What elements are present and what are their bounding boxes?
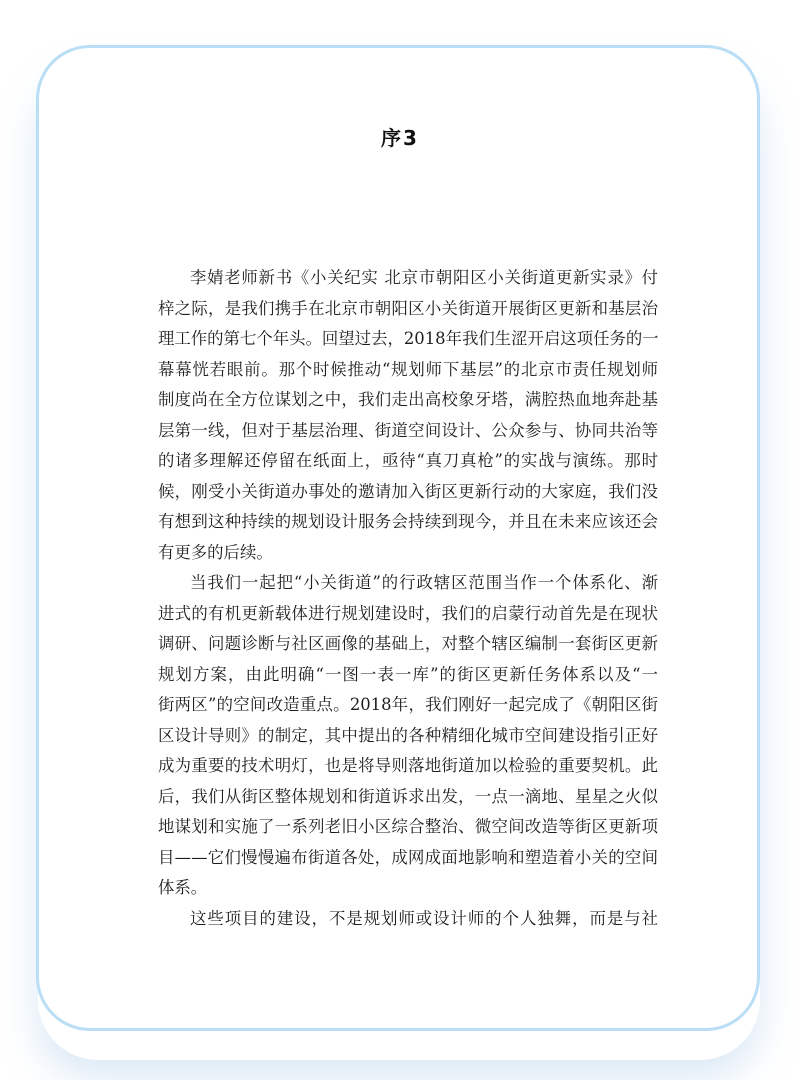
text-line: 区设计导则》的制定，其中提出的各种精细化城市空间建设指引正好 [158, 725, 658, 745]
text-line: 有更多的后续。 [158, 542, 273, 562]
text-line: 候，刚受小关街道办事处的邀请加入街区更新行动的大家庭，我们没 [158, 481, 658, 501]
text-line: 层第一线，但对于基层治理、街道空间设计、公众参与、协同共治等 [158, 420, 658, 440]
text-line: 进式的有机更新载体进行规划建设时，我们的启蒙行动首先是在现状 [158, 603, 658, 623]
text-line: 成为重要的技术明灯，也是将导则落地街道加以检验的重要契机。此 [158, 756, 658, 775]
text-line: 有想到这种持续的规划设计服务会持续到现今，并且在未来应该还会 [158, 512, 658, 531]
text-line: 李婧老师新书《小关纪实 北京市朝阳区小关街道更新实录》付 [190, 268, 658, 287]
text-line: 调研、问题诊断与社区画像的基础上，对整个辖区编制一套街区更新 [158, 634, 658, 653]
text-line: 体系。 [158, 878, 208, 897]
text-line: 当我们一起把“小关街道”的行政辖区范围当作一个体系化、渐 [190, 573, 658, 592]
text-line: 的诸多理解还停留在纸面上，亟待“真刀真枪”的实战与演练。那时 [158, 451, 658, 470]
preface-body [158, 263, 658, 934]
text-line: 幕幕恍若眼前。那个时候推动“规划师下基层”的北京市责任规划师 [158, 359, 658, 379]
text-line: 地谋划和实施了一系列老旧小区综合整治、微空间改造等街区更新项 [158, 817, 658, 836]
text-line: 规划方案，由此明确“一图一表一库”的街区更新任务体系以及“一 [158, 664, 658, 684]
text-line: 目——它们慢慢遍布街道各处，成网成面地影响和塑造着小关的空间 [158, 847, 658, 867]
text-line: 街两区”的空间改造重点。2018年，我们刚好一起完成了《朝阳区街 [158, 695, 658, 714]
text-line: 这些项目的建设，不是规划师或设计师的个人独舞，而是与社 [190, 908, 658, 928]
text-line: 制度尚在全方位谋划之中，我们走出高校象牙塔，满腔热血地奔赴基 [158, 390, 658, 409]
text-line: 理工作的第七个年头。回望过去，2018年我们生涩开启这项任务的一 [158, 329, 659, 348]
page-title: 序3 [381, 126, 419, 150]
text-line: 后，我们从街区整体规划和街道诉求出发，一点一滴地、星星之火似 [158, 786, 658, 806]
text-line: 梓之际，是我们携手在北京市朝阳区小关街道开展街区更新和基层治 [158, 298, 658, 318]
